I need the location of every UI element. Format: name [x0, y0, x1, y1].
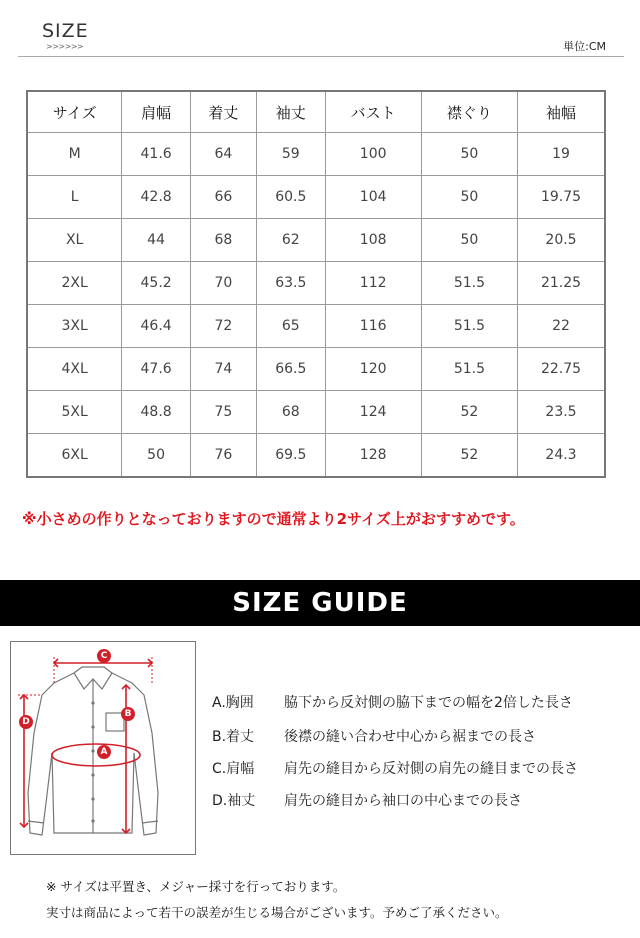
measurement-cell: 51.5 — [421, 348, 517, 391]
measurement-label: B.着丈 — [212, 729, 255, 745]
header-divider — [18, 56, 624, 57]
size-cell: M — [27, 133, 122, 176]
size-cell: XL — [27, 219, 122, 262]
measurement-cell: 72 — [190, 305, 256, 348]
measurement-cell: 22.75 — [518, 348, 605, 391]
measurement-cell: 70 — [190, 262, 256, 305]
column-header: 袖幅 — [518, 91, 605, 133]
measurement-label: A.胸囲 — [212, 695, 254, 711]
measurement-cell: 65 — [257, 305, 326, 348]
marker-b: B — [121, 707, 135, 721]
measurement-cell: 42.8 — [122, 176, 191, 219]
measurement-desc: 肩先の縫目から袖口の中心までの長さ — [284, 793, 522, 809]
column-header: バスト — [325, 91, 421, 133]
marker-d: D — [19, 715, 33, 729]
table-row — [27, 391, 605, 434]
measurement-cell: 51.5 — [421, 305, 517, 348]
measurement-cell: 50 — [122, 434, 191, 478]
size-recommendation-note: ※小さめの作りとなっておりますので通常より2サイズ上がおすすめです。 — [22, 510, 525, 528]
guide-title: SIZE GUIDE — [232, 588, 408, 618]
measurement-cell: 24.3 — [518, 434, 605, 478]
footnote-measurement-method: ※ サイズは平置き、メジャー採寸を行っております。 — [46, 879, 346, 894]
marker-a: A — [97, 745, 111, 759]
column-header: 肩幅 — [122, 91, 191, 133]
table-row — [27, 305, 605, 348]
footnote-tolerance: 実寸は商品によって若干の誤差が生じる場合がございます。予めご了承ください。 — [46, 905, 508, 920]
measurement-cell: 50 — [421, 133, 517, 176]
measurement-label: C.肩幅 — [212, 761, 255, 777]
measurement-cell: 19.75 — [518, 176, 605, 219]
measurement-cell: 69.5 — [257, 434, 326, 478]
size-cell: 6XL — [27, 434, 122, 478]
measurement-cell: 47.6 — [122, 348, 191, 391]
measurement-cell: 100 — [325, 133, 421, 176]
measurement-cell: 59 — [257, 133, 326, 176]
measurement-sleeve — [212, 790, 522, 810]
table-row — [27, 434, 605, 478]
size-cell: L — [27, 176, 122, 219]
size-cell: 2XL — [27, 262, 122, 305]
measurement-cell: 52 — [421, 391, 517, 434]
marker-c: C — [97, 649, 111, 663]
measurement-desc: 後襟の縫い合わせ中心から裾までの長さ — [284, 729, 536, 745]
measurement-cell: 76 — [190, 434, 256, 478]
measurement-cell: 68 — [257, 391, 326, 434]
measurement-cell: 41.6 — [122, 133, 191, 176]
measurement-cell: 23.5 — [518, 391, 605, 434]
measurement-cell: 44 — [122, 219, 191, 262]
measurement-cell: 21.25 — [518, 262, 605, 305]
measurement-cell: 66 — [190, 176, 256, 219]
section-title: SIZE — [42, 20, 89, 42]
measurement-cell: 74 — [190, 348, 256, 391]
measurement-cell: 104 — [325, 176, 421, 219]
table-header-row — [27, 91, 605, 133]
measurement-cell: 51.5 — [421, 262, 517, 305]
measurement-cell: 46.4 — [122, 305, 191, 348]
column-header: 襟ぐり — [421, 91, 517, 133]
unit-label: 単位:CM — [563, 40, 606, 53]
column-header: 袖丈 — [257, 91, 326, 133]
table-row — [27, 348, 605, 391]
measurement-length — [212, 726, 536, 746]
table-row — [27, 133, 605, 176]
measurement-cell: 124 — [325, 391, 421, 434]
measurement-desc: 肩先の縫目から反対側の肩先の縫目までの長さ — [284, 761, 578, 777]
size-cell: 4XL — [27, 348, 122, 391]
measurement-cell: 66.5 — [257, 348, 326, 391]
measurement-cell: 22 — [518, 305, 605, 348]
column-header: サイズ — [27, 91, 122, 133]
size-cell: 5XL — [27, 391, 122, 434]
measurement-cell: 120 — [325, 348, 421, 391]
chevron-arrows-icon: >>>>>> — [46, 42, 84, 51]
table-row — [27, 262, 605, 305]
measurement-label: D.袖丈 — [212, 793, 256, 809]
measurement-cell: 52 — [421, 434, 517, 478]
measurement-cell: 50 — [421, 176, 517, 219]
size-cell: 3XL — [27, 305, 122, 348]
size-table — [26, 90, 606, 478]
measurement-chest — [212, 692, 573, 712]
measurement-desc: 脇下から反対側の脇下までの幅を2倍した長さ — [284, 695, 573, 711]
column-header: 着丈 — [190, 91, 256, 133]
measurement-cell: 68 — [190, 219, 256, 262]
measurement-cell: 60.5 — [257, 176, 326, 219]
table-row — [27, 219, 605, 262]
measurement-shoulder — [212, 758, 578, 778]
measurement-cell: 20.5 — [518, 219, 605, 262]
measurement-cell: 45.2 — [122, 262, 191, 305]
measurement-cell: 63.5 — [257, 262, 326, 305]
table-row — [27, 176, 605, 219]
measurement-cell: 50 — [421, 219, 517, 262]
measurement-cell: 116 — [325, 305, 421, 348]
measurement-cell: 62 — [257, 219, 326, 262]
measurement-cell: 19 — [518, 133, 605, 176]
measurement-cell: 75 — [190, 391, 256, 434]
measurement-cell: 112 — [325, 262, 421, 305]
measurement-cell: 48.8 — [122, 391, 191, 434]
measurement-cell: 64 — [190, 133, 256, 176]
measurement-cell: 128 — [325, 434, 421, 478]
measurement-cell: 108 — [325, 219, 421, 262]
